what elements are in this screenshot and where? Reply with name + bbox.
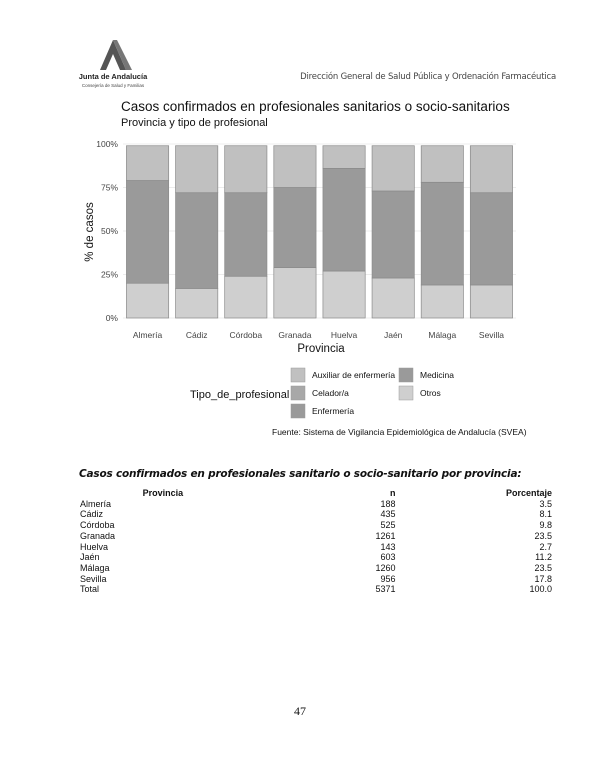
legend-label: Otros [420, 388, 441, 398]
bar-segment [225, 276, 267, 318]
legend-label: Celador/a [312, 388, 349, 398]
cell-provincia: Cádiz [80, 509, 104, 520]
cell-n: 1260 [375, 562, 396, 573]
x-tick-label: Cádiz [185, 330, 208, 340]
cell-n: 1261 [375, 530, 396, 541]
legend-swatch [399, 386, 413, 400]
bar-segment [372, 146, 414, 191]
cell-porcentaje: 2.7 [539, 541, 552, 552]
x-tick-label: Córdoba [229, 330, 263, 340]
header-provincia: Provincia [142, 488, 184, 498]
legend-swatch [399, 368, 413, 382]
table-header-row [78, 488, 554, 499]
cell-provincia: Total [80, 584, 100, 595]
y-tick-label: 25% [100, 269, 118, 280]
y-tick-labels [96, 139, 118, 323]
y-tick-label: 100% [96, 139, 118, 149]
bar-segment [323, 146, 365, 169]
x-tick-label: Granada [278, 330, 312, 340]
x-tick-label: Sevilla [478, 330, 504, 340]
cell-porcentaje: 100.0 [529, 584, 552, 595]
y-tick-label: 0% [105, 313, 118, 323]
table-row [78, 520, 554, 531]
bar-segment [176, 288, 218, 318]
x-tick-label: Málaga [428, 330, 457, 340]
bar-segment [126, 181, 168, 284]
table-row [78, 584, 554, 595]
table-row [78, 552, 554, 563]
bar-segment [323, 168, 365, 271]
cell-porcentaje: 23.5 [534, 562, 552, 573]
x-tick-label: Jaén [383, 330, 403, 340]
bar-segment [274, 188, 316, 268]
table-row [78, 563, 554, 574]
legend-label: Enfermería [312, 406, 355, 416]
cell-n: 188 [380, 498, 396, 509]
cell-porcentaje: 17.8 [534, 573, 552, 584]
bar-segment [126, 146, 168, 181]
x-tick-label: Huelva [330, 330, 358, 340]
cell-porcentaje: 9.8 [539, 520, 552, 531]
table-row [78, 542, 554, 553]
y-tick-label: 50% [100, 226, 118, 236]
cell-porcentaje: 8.1 [539, 509, 552, 520]
bar-segment [176, 193, 218, 289]
bar-segment [421, 285, 463, 318]
bar-segment [274, 268, 316, 318]
cell-provincia: Huelva [80, 541, 109, 552]
legend-label: Medicina [420, 370, 455, 380]
table-row [78, 499, 554, 510]
cell-provincia: Jaén [80, 552, 100, 563]
legend [291, 368, 454, 418]
cell-n: 956 [380, 573, 396, 584]
y-axis-label: % de casos [84, 202, 96, 262]
bar-segment [470, 285, 512, 318]
cell-n: 143 [380, 541, 396, 552]
bar-segment [421, 146, 463, 183]
bar-segment [274, 146, 316, 188]
province-table [78, 488, 554, 595]
cell-n: 603 [380, 552, 396, 563]
cell-provincia: Málaga [80, 562, 110, 573]
legend-title: Tipo_de_profesional [190, 389, 290, 401]
table-row [78, 509, 554, 520]
table-row [78, 574, 554, 585]
cell-n: 5371 [375, 584, 396, 595]
chart-title: Casos confirmados en profesionales sanitarios o socio-sanitarios [121, 99, 510, 114]
cell-provincia: Granada [80, 530, 116, 541]
bar-segment [470, 193, 512, 285]
x-tick-labels [133, 330, 504, 340]
bar-segment [323, 271, 365, 318]
legend-label: Auxiliar de enfermería [312, 370, 396, 380]
legend-swatch [291, 404, 305, 418]
legend-swatch [291, 386, 305, 400]
bar-segment [470, 146, 512, 193]
cell-provincia: Sevilla [80, 573, 107, 584]
cell-n: 525 [380, 520, 396, 531]
direction-label: Dirección General de Salud Pública y Ordenación Farmacéutica [300, 72, 556, 82]
header-porcentaje: Porcentaje [505, 488, 552, 498]
bar-segment [421, 182, 463, 285]
org-name: Junta de Andalucía [78, 72, 148, 81]
bar-segment [372, 278, 414, 318]
x-tick-label: Almería [132, 330, 163, 340]
bar-segment [225, 193, 267, 277]
cell-n: 435 [380, 509, 396, 520]
page-number: 47 [294, 704, 306, 718]
chart-source: Fuente: Sistema de Vigilancia Epidemiológica de Andalucía (SVEA) [272, 427, 527, 437]
y-tick-label: 75% [100, 182, 118, 193]
chart-subtitle: Provincia y tipo de profesional [121, 117, 268, 129]
org-subtitle: Consejería de Salud y Familias [81, 83, 145, 88]
bar-segment [126, 283, 168, 318]
bar-segment [225, 146, 267, 193]
table-title: Casos confirmados en profesionales sanitario o socio-sanitario por provincia: [79, 468, 522, 480]
cell-provincia: Almería [80, 498, 112, 509]
cell-porcentaje: 3.5 [539, 498, 552, 509]
cell-porcentaje: 11.2 [535, 552, 552, 563]
header-n: n [390, 488, 396, 498]
cell-porcentaje: 23.5 [534, 530, 552, 541]
table-row [78, 531, 554, 542]
bar-segment [372, 191, 414, 278]
legend-swatch [291, 368, 305, 382]
chart-bars [126, 146, 512, 318]
cell-provincia: Córdoba [80, 520, 115, 531]
x-axis-label: Provincia [297, 343, 345, 355]
bar-segment [176, 146, 218, 193]
